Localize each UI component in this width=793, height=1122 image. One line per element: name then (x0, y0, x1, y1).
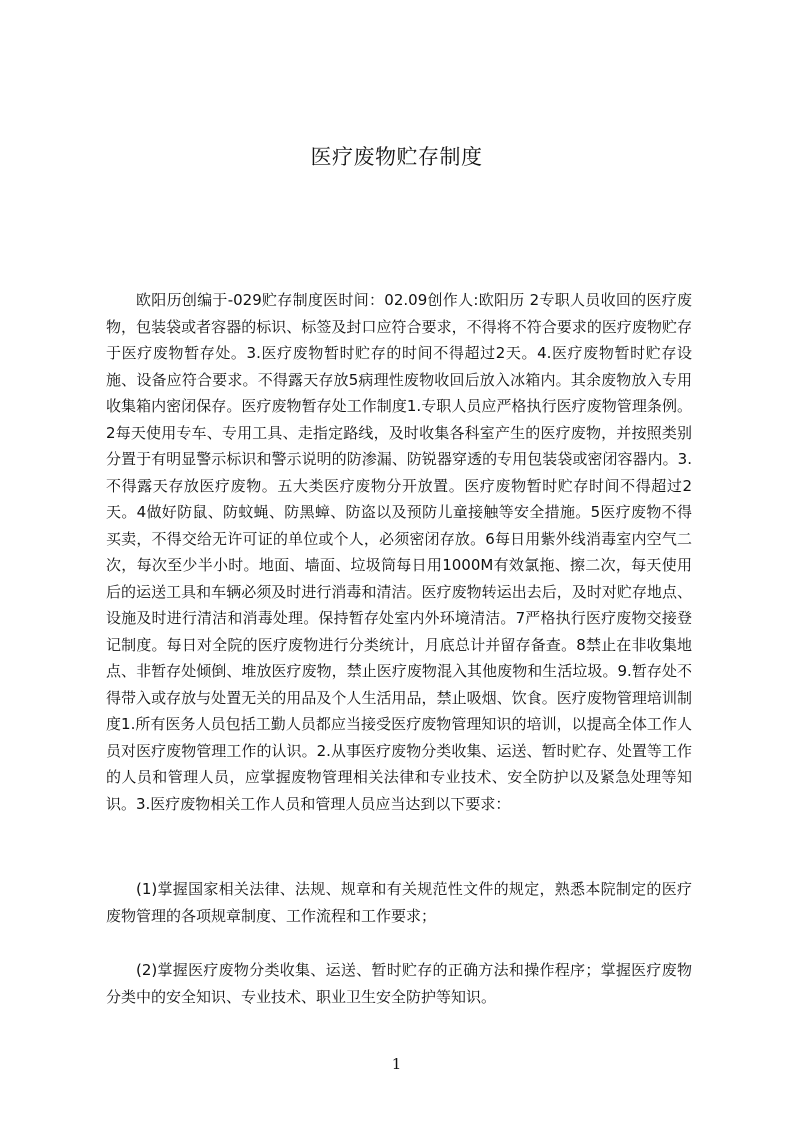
body-paragraph: 欧阳历创编于-029贮存制度医时间：02.09创作人:欧阳历 2专职人员收回的医疗废物，包装袋或者容器的标识、标签及封口应符合要求，不得将不符合要求的医疗废物贮存于医疗废物暂存处。3.医疗废物暂时贮存的时间不得超过2天。4.医疗废物暂时贮存设施、设备应符合要求。不得露天存放5病理性废物收回后放入冰箱内。其余废物放入专用收集箱内密闭保存。医疗废物暂存处工作制度1.专职人员应严格执行医疗废物管理条例。2每天使用专车、专用工具、走指定路线，及时收集各科室产生的医疗废物，并按照类别分置于有明显警示标识和警示说明的防渗漏、防锐器穿透的专用包装袋或密闭容器内。3.不得露天存放医疗废物。五大类医疗废物分开放置。医疗废物暂时贮存时间不得超过2天。4做好防鼠、防蚊蝇、防黑蟑、防盗以及预防儿童接触等安全措施。5医疗废物不得买卖，不得交给无许可证的单位或个人，必须密闭存放。6每日用紫外线消毒室内空气二次，每次至少半小时。地面、墙面、垃圾筒每日用1000M有效氯拖、擦二次，每天使用后的运送工具和车辆必须及时进行消毒和清洁。医疗废物转运出去后，及时对贮存地点、设施及时进行清洁和消毒处理。保持暂存处室内外环境清洁。7严格执行医疗废物交接登记制度。每日对全院的医疗废物进行分类统计，月底总计并留存备查。8禁止在非收集地点、非暂存处倾倒、堆放医疗废物，禁止医疗废物混入其他废物和生活垃圾。9.暂存处不得带入或存放与处置无关的用品及个人生活用品，禁止吸烟、饮食。医疗废物管理培训制度1.所有医务人员包括工勤人员都应当接受医疗废物管理知识的培训，以提高全体工作人员对医疗废物管理工作的认识。2.从事医疗废物分类收集、运送、暂时贮存、处置等工作的人员和管理人员，应掌握废物管理相关法律和专业技术、安全防护以及紧急处理等知识。3.医疗废物相关工作人员和管理人员应当达到以下要求： (106, 291, 692, 813)
requirement-item-1: (1)掌握国家相关法律、法规、规章和有关规范性文件的规定，熟悉本院制定的医疗废物管理的各项规章制度、工作流程和工作要求； (106, 880, 692, 925)
requirement-item-2: (2)掌握医疗废物分类收集、运送、暂时贮存的正确方法和操作程序；掌握医疗废物分类中的安全知识、专业技术、职业卫生安全防护等知识。 (106, 961, 692, 1006)
document-title: 医疗废物贮存制度 (310, 145, 483, 169)
page-number: 1 (391, 1055, 402, 1073)
